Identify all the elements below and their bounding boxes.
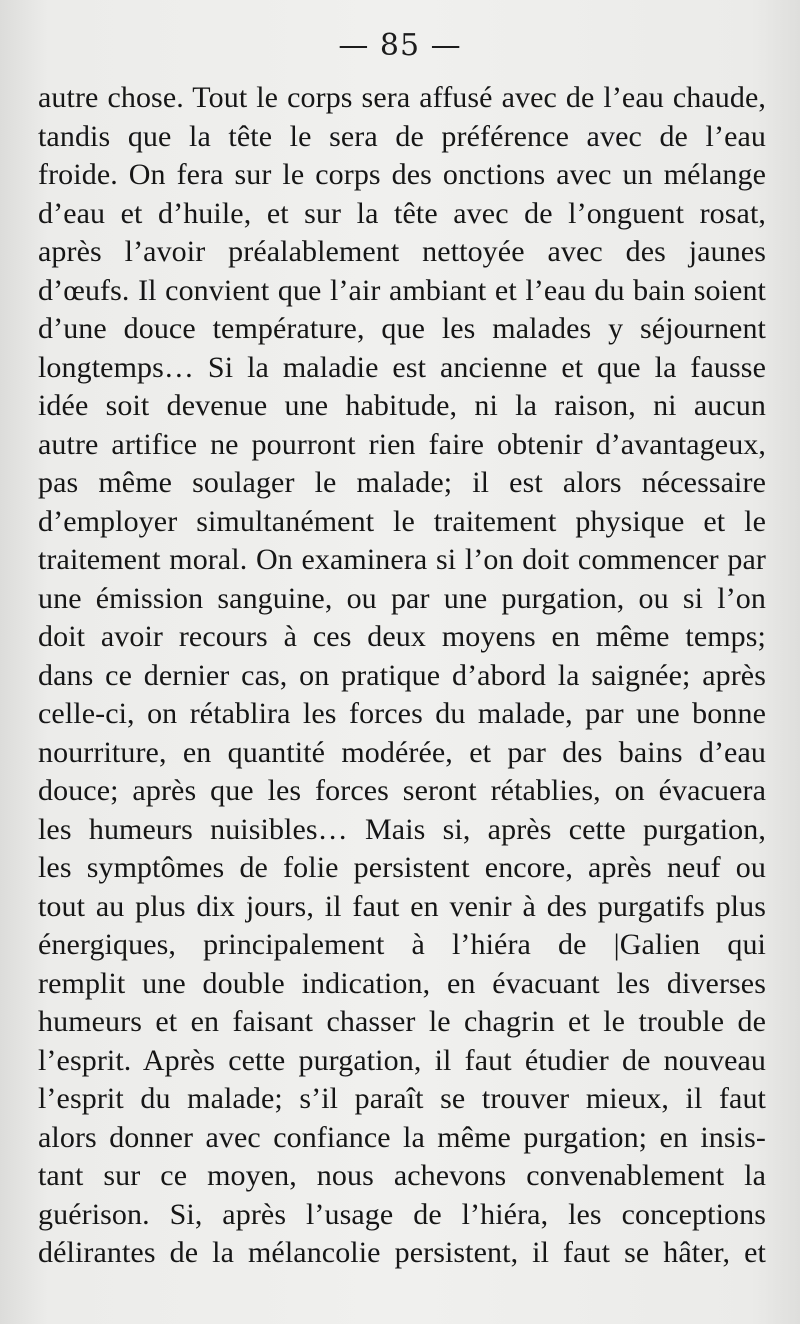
text-line: traitement moral. On examinera si l’on doit commencer par (38, 543, 766, 576)
text-line: les symptômes de folie persistent encore, après neuf ou (38, 851, 766, 884)
text-line: tout au plus dix jours, il faut en venir à des purgatifs plus (38, 889, 766, 923)
page-number: — 85 — (338, 28, 462, 63)
text-line: d’employer simultanément le traitement physique et le (38, 504, 766, 538)
text-line: autre chose. Tout le corps sera affusé avec de l’eau chaude, (38, 81, 766, 114)
text-line: autre artifice ne pourront rien faire obtenir d’avantageux, (38, 427, 766, 461)
text-line: doit avoir recours à ces deux moyens en même temps; (38, 620, 766, 653)
text-line: d’eau et d’huile, et sur la tête avec de l’onguent rosat, (38, 196, 766, 230)
text-line: les humeurs nuisibles… Mais si, après cette purgation, (38, 812, 766, 846)
text-line: idée soit devenue une habitude, ni la raison, ni aucun (38, 389, 766, 422)
text-line: après l’avoir préalablement nettoyée avec des jaunes (38, 235, 766, 268)
text-line: froide. On fera sur le corps des onctions avec un mélange (38, 158, 766, 191)
text-line: tandis que la tête le sera de préférence avec de l’eau (38, 119, 766, 153)
body-text (38, 79, 766, 1273)
text-line: nourriture, en quantité modérée, et par des bains d’eau (38, 735, 766, 769)
text-line: tant sur ce moyen, nous achevons convenablement la (38, 1159, 766, 1192)
text-line: alors donner avec confiance la même purgation; en insis- (38, 1120, 766, 1154)
text-line: celle-ci, on rétablira les forces du malade, par une bonne (38, 697, 766, 730)
text-line: pas même soulager le malade; il est alors nécessaire (38, 466, 766, 499)
text-line: remplit une double indication, en évacuant les diverses (38, 966, 766, 1000)
text-line: l’esprit du malade; s’il paraît se trouver mieux, il faut (38, 1082, 766, 1115)
text-line: énergiques, principalement à l’hiéra de |Galien qui (38, 928, 766, 961)
text-line: guérison. Si, après l’usage de l’hiéra, les conceptions (38, 1197, 766, 1231)
text-line: dans ce dernier cas, on pratique d’abord la saignée; après (38, 658, 766, 692)
text-line: douce; après que les forces seront rétablies, on évacuera (38, 774, 766, 807)
text-line: d’œufs. Il convient que l’air ambiant et l’eau du bain soient (38, 273, 766, 307)
text-line: humeurs et en faisant chasser le chagrin et le trouble de (38, 1005, 766, 1038)
text-line: une émission sanguine, ou par une purgation, ou si l’on (38, 581, 766, 615)
text-line: l’esprit. Après cette purgation, il faut étudier de nouveau (38, 1043, 766, 1077)
text-line: d’une douce température, que les malades y séjournent (38, 312, 766, 345)
text-line: délirantes de la mélancolie persistent, il faut se hâter, et (38, 1236, 766, 1269)
text-line: longtemps… Si la maladie est ancienne et que la fausse (38, 350, 766, 384)
